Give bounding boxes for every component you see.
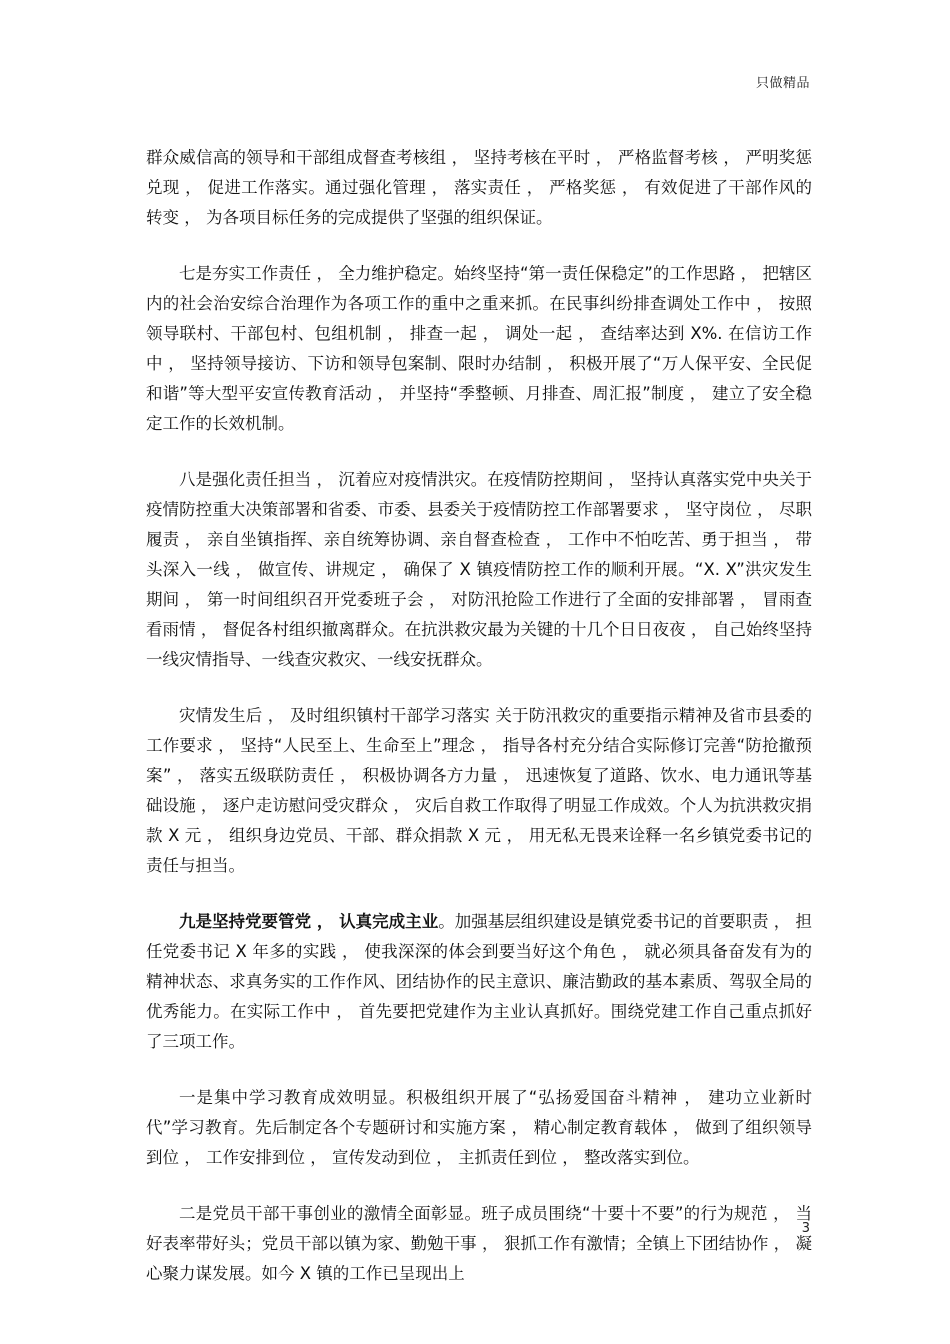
paragraph-5-text: 。加强基层组织建设是镇党委书记的首要职责 ， 担任党委书记 X 年多的实践 ， 使我深深的体会到要当好这个角色 ， 就必须具备奋发有为的精神状态、求真务实的工作作风、团结协作的民主意识、廉洁勤政的基本素质、驾驭全局的优秀能力。在实际工作中 ， 首先要把党建作为主业认真抓好。围绕党建工作自己重点抓好了三项工作。 <box>146 912 812 1051</box>
paragraph-4: 灾情发生后 ， 及时组织镇村干部学习落实 关于防汛救灾的重要指示精神及省市县委的工作要求 ， 坚持“人民至上、生命至上”理念 ， 指导各村充分结合实际修订完善“防抢撤预案” ， 落实五级联防责任 ， 积极协调各方力量 ， 迅速恢复了道路、饮水、电力通讯等基础设施 ， 逐户走访慰问受灾群众 ， 灾后自救工作取得了明显工作成效。个人为抗洪救灾捐款 X 元 ， 组织身边党员、干部、群众捐款 X 元 ， 用无私无畏来诠释一名乡镇党委书记的责任与担当。 <box>146 706 812 875</box>
paragraph-7: 二是党员干部干事创业的激情全面彰显。班子成员围绕“十要十不要”的行为规范 ， 当好表率带好头；党员干部以镇为家、勤勉干事 ， 狠抓工作有激情；全镇上下团结协作 ， 凝心聚力谋发展。如今 X 镇的工作已呈现出上 <box>146 1204 812 1283</box>
paragraph-3: 八是强化责任担当 ， 沉着应对疫情洪灾。在疫情防控期间 ， 坚持认真落实党中央关于疫情防控重大决策部署和省委、市委、县委关于疫情防控工作部署要求 ， 坚守岗位 ， 尽职履责 ， 亲自坐镇指挥、亲自统筹协调、亲自督查检查 ， 工作中不怕吃苦、勇于担当 ， 带头深入一线 ， 做宣传、讲规定 ， 确保了 X 镇疫情防控工作的顺利开展。“X. X”洪灾发生期间 ， 第一时间组织召开党委班子会 ， 对防汛抢险工作进行了全面的安排部署 ， 冒雨查看雨情 ， 督促各村组织撤离群众。在抗洪救灾最为关键的十几个日日夜夜 ， 自己始终坚持一线灾情指导、一线查灾救灾、一线安抚群众。 <box>146 470 812 669</box>
paragraph-5 <box>146 907 812 1057</box>
paragraph-1: 群众威信高的领导和干部组成督查考核组 ， 坚持考核在平时 ， 严格监督考核 ， 严明奖惩兑现 ， 促进工作落实。通过强化管理 ， 落实责任 ， 严格奖惩 ， 有效促进了干部作风的转变 ， 为各项目标任务的完成提供了坚强的组织保证。 <box>146 148 812 227</box>
paragraph-5-heading: 九是坚持党要管党 ， 认真完成主业 <box>179 912 439 931</box>
page-number: 3 <box>801 1221 810 1236</box>
paragraph-2: 七是夯实工作责任 ， 全力维护稳定。始终坚持“第一责任保稳定”的工作思路 ， 把辖区内的社会治安综合治理作为各项工作的重中之重来抓。在民事纠纷排查调处工作中 ， 按照领导联村、干部包村、包组机制 ， 排查一起 ， 调处一起 ， 查结率达到 X%. 在信访工作中 ， 坚持领导接访、下访和领导包案制、限时办结制 ， 积极开展了“万人保平安、全民促和谐”等大型平安宣传教育活动 ， 并坚持“季整顿、月排查、周汇报”制度 ， 建立了安全稳定工作的长效机制。 <box>146 264 812 433</box>
header-label: 只做精品 <box>755 76 810 91</box>
document-body <box>146 143 812 1315</box>
paragraph-6: 一是集中学习教育成效明显。积极组织开展了“弘扬爱国奋斗精神 ， 建功立业新时代”学习教育。先后制定各个专题研讨和实施方案 ， 精心制定教育载体 ， 做到了组织领导到位 ， 工作安排到位 ， 宣传发动到位 ， 主抓责任到位 ， 整改落实到位。 <box>146 1088 812 1167</box>
